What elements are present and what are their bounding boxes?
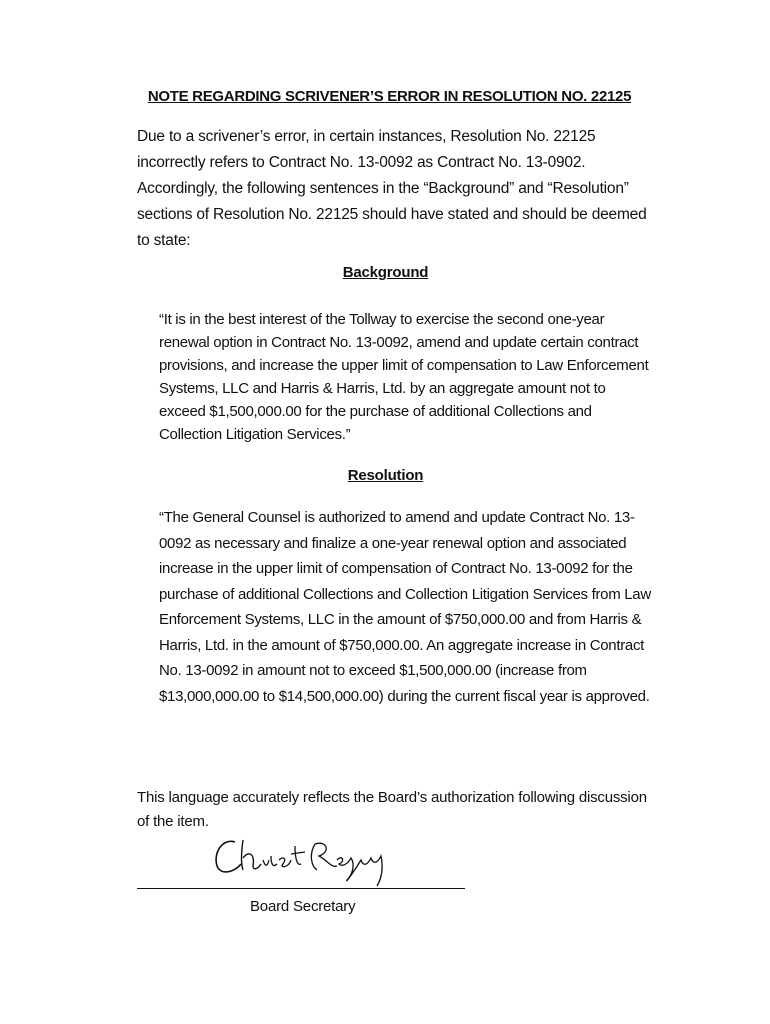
resolution-paragraph: “The General Counsel is authorized to amend and update Contract No. 13-0092 as necessary and finalize a one-year renewal option and associated increase in the upper limit of compensation of Contract No. 13-0092 for the purchase of additional Collections and Collection Litigation Services from Law Enforcement Systems, LLC in the amount of $750,000.00 and from Harris & Harris, Ltd. in the amount of $750,000.00. An aggregate increase in Contract No. 13-0092 in amount not to exceed $1,500,000.00 (increase from $13,000,000.00 to $14,500,000.00) during the current fiscal year is approved. [159, 509, 651, 705]
intro-paragraph: Due to a scrivener’s error, in certain instances, Resolution No. 22125 incorrectly refers to Contract No. 13-0092 as Contract No. 13-0902. Accordingly, the following sentences in the “Background” and “Resolution” sections of Resolution No. 22125 should have stated and should be deemed to state: [137, 128, 647, 249]
resolution-heading: Resolution [347, 467, 424, 484]
closing-paragraph: This language accurately reflects the Board’s authorization following discussion of the item. [137, 789, 647, 830]
document-title: NOTE REGARDING SCRIVENER’S ERROR IN RESOLUTION NO. 22125 [147, 88, 632, 105]
signature-title: Board Secretary [250, 898, 356, 915]
handwritten-signature [205, 830, 405, 890]
signature-line [137, 888, 465, 889]
background-heading: Background [342, 264, 429, 281]
background-paragraph: “It is in the best interest of the Tollway to exercise the second one-year renewal option in Contract No. 13-0092, amend and update certain contract provisions, and increase the upper limit of compensation to Law Enforcement Systems, LLC and Harris & Harris, Ltd. by an aggregate amount not to exceed $1,500,000.00 for the purchase of additional Collections and Collection Litigation Services.” [159, 311, 649, 443]
